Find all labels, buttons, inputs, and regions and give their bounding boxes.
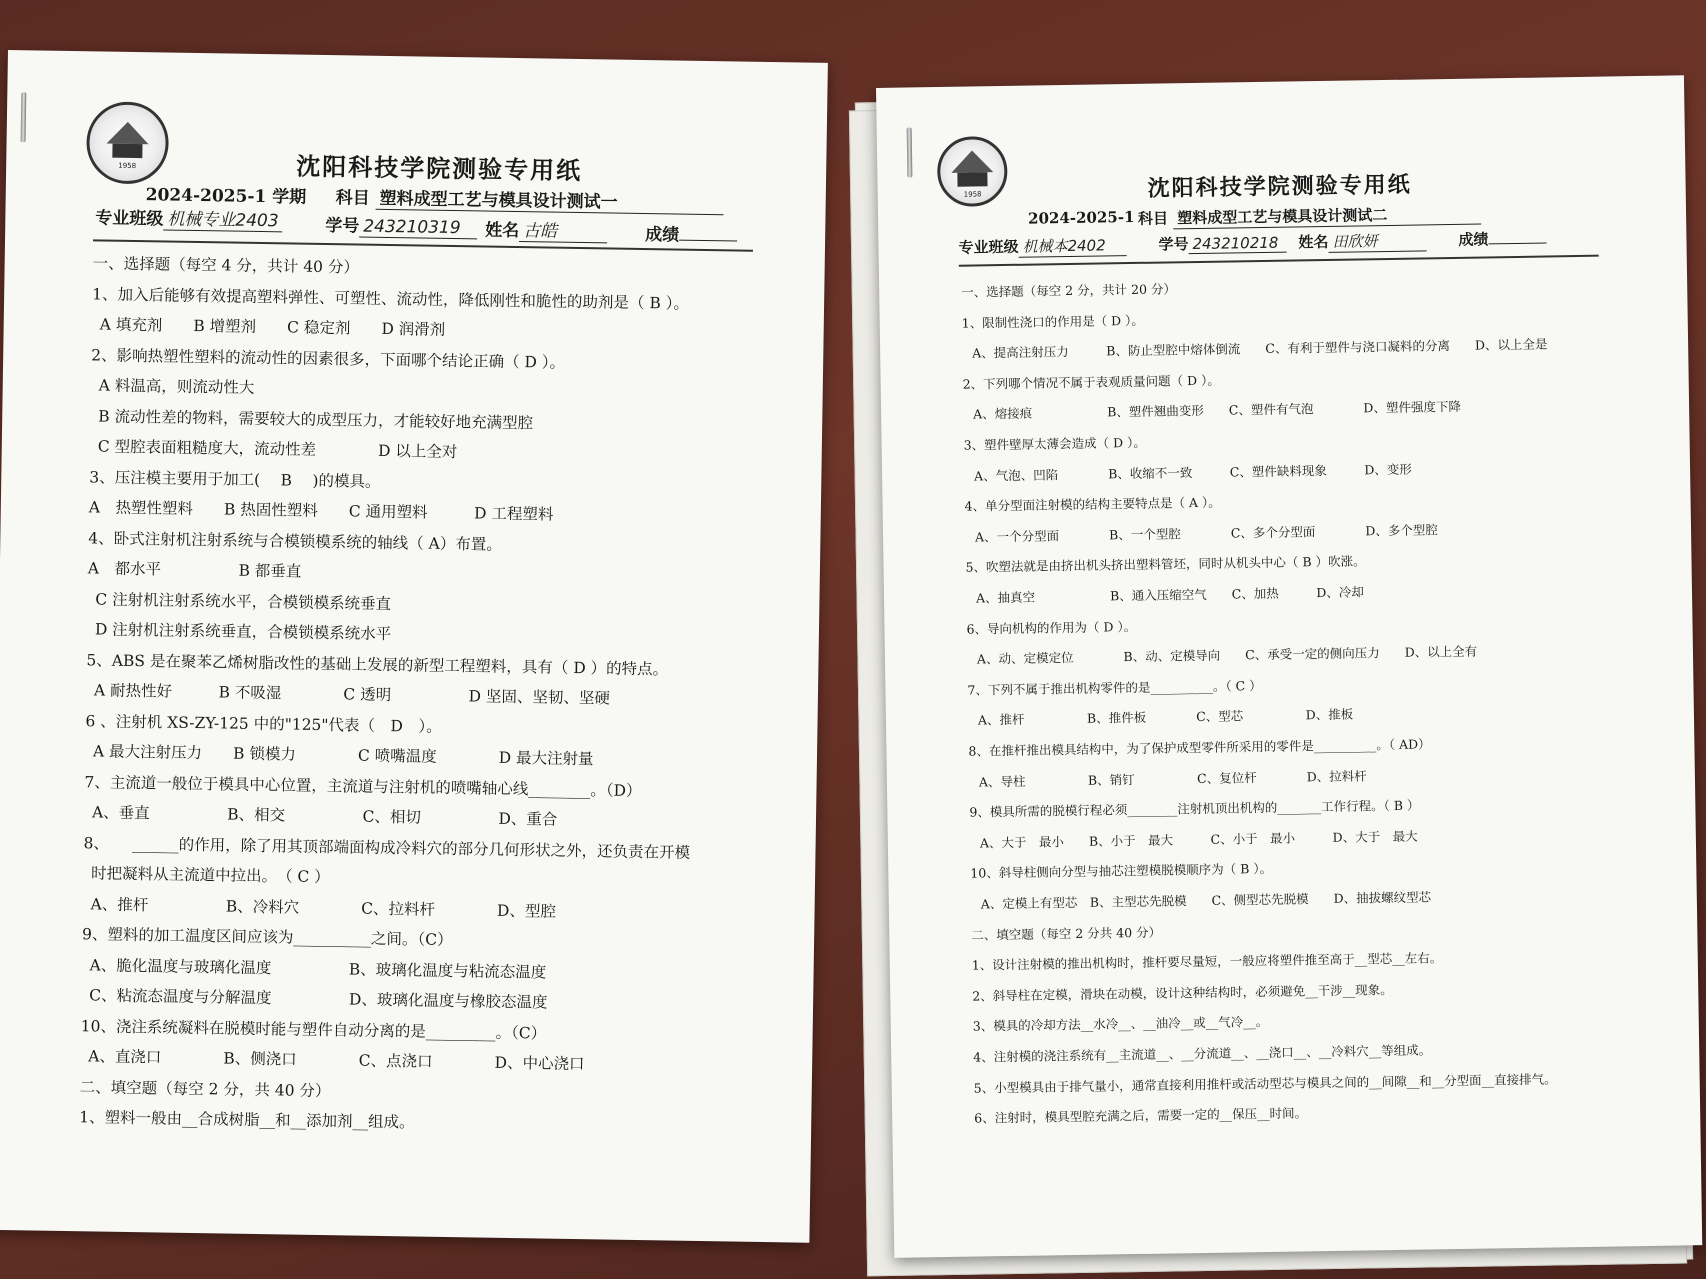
question-options: A 耐热性好 B 不吸湿 C 透明 D 坚固、坚韧、坚硬 (93, 681, 611, 708)
score-value (679, 240, 737, 242)
major-value: 机械本2402 (1018, 234, 1126, 258)
student-id-value: 243210218 (1188, 234, 1286, 255)
question-stem: 6、导向机构的作用为（ D ）。 (966, 618, 1137, 637)
name-value: 古皓 (519, 216, 607, 243)
question-options: A、推杆 B、推件板 C、型芯 D、推板 (977, 706, 1354, 728)
question-stem: 9、模具所需的脱模行程必须________注射机顶出机构的_______工作行程。（ B ） (969, 797, 1420, 820)
subject-value: 塑料成型工艺与模具设计测试二 (1173, 203, 1481, 230)
question-stem: 4、注射模的浇注系统有__主流道__、__分流道__、__浇口__、__冷料穴__等组成。 (973, 1042, 1432, 1065)
score-field: 成绩 (645, 220, 737, 246)
section-heading: 二、填空题（每空 2 分，共 40 分） (79, 1077, 331, 1100)
term: 2024-2025-1 学期 (145, 185, 307, 208)
question-options: A 热塑性塑料 B 热固性塑料 C 通用塑料 D 工程塑料 (88, 498, 554, 524)
question-options: A、动、定模定位 B、动、定模导向 C、承受一定的侧向压力 D、以上全有 (976, 643, 1478, 667)
svg-text:1958: 1958 (118, 161, 137, 171)
question-options: C、粘流态温度与分解温度 D、玻璃化温度与橡胶态温度 (89, 986, 548, 1012)
question-options: A、熔接痕 B、塑件翘曲变形 C、塑件有气泡 D、塑件强度下降 (973, 399, 1462, 422)
question-stem: 5、ABS 是在聚苯乙烯树脂改性的基础上发展的新型工程塑料，具有（ D ）的特点。 (86, 650, 669, 678)
question-options: A、推杆 B、冷料穴 C、拉料杆 D、型腔 (90, 894, 557, 921)
name-field: 姓名 古皓 (485, 216, 607, 244)
exam-sheet-left (0, 50, 828, 1243)
name-field: 姓名 田欣妍 (1298, 229, 1426, 253)
question-options: B 流动性差的物料，需要较大的成型压力，才能较好地充满型腔 (98, 406, 534, 432)
question-stem: 3、塑件壁厚太薄会造成（ D ）。 (963, 434, 1146, 453)
question-stem: 1、加入后能够有效提高塑料弹性、可塑性、流动性，降低刚性和脆性的助剂是（ B ）。 (92, 284, 690, 313)
question-options: D 注射机注射系统垂直，合模锁模系统水平 (94, 620, 392, 644)
question-options: A、直浇口 B、侧浇口 C、点浇口 D、中心浇口 (88, 1047, 585, 1074)
subject-field: 科目 塑料成型工艺与模具设计测试一 (336, 183, 724, 215)
question-stem: 10、浇注系统凝料在脱模时能与塑件自动分离的是_________。（C） (80, 1016, 547, 1043)
question-stem: 4、卧式注射机注射系统与合模锁模系统的轴线（ A）布置。 (88, 528, 502, 554)
section-heading: 一、选择题（每空 2 分，共计 20 分） (961, 281, 1177, 300)
question-stem: 8、在推杆推出模具结构中，为了保护成型零件所采用的零件是__________。（ AD） (968, 736, 1431, 759)
question-stem: 7、下列不属于推出机构零件的是__________。（ C ） (967, 677, 1262, 698)
question-options: A、垂直 B、相交 C、相切 D、重合 (91, 803, 558, 829)
exam-sheet-right (876, 75, 1702, 1258)
section-heading: 一、选择题（每空 4 分，共计 40 分） (92, 254, 360, 277)
school-logo-seal (937, 136, 1008, 207)
question-stem: 9、塑料的加工温度区间应该为__________之间。（C） (81, 925, 453, 950)
subject-field: 科目 塑料成型工艺与模具设计测试二 (1138, 203, 1482, 230)
major-value: 机械专业2403 (163, 204, 283, 232)
question-stem: 3、模具的冷却方法__水冷__、__油冷__或__气冷__。 (972, 1014, 1269, 1034)
question-options: A、抽真空 B、通入压缩空气 C、加热 D、冷却 (975, 584, 1364, 606)
question-options: A、大于 最小 B、小于 最大 C、小于 最小 D、大于 最大 (979, 828, 1418, 851)
question-stem: 8、 ______的作用，除了用其顶部端面构成冷料穴的部分几何形状之外，还负责在开模 (83, 833, 691, 862)
question-options: A、导柱 B、销钉 C、复位杆 D、拉料杆 (978, 767, 1367, 790)
question-options: A、一个分型面 B、一个型腔 C、多个分型面 D、多个型腔 (974, 522, 1438, 545)
svg-text:1958: 1958 (963, 190, 982, 199)
student-id-field: 学号 243210218 (1158, 232, 1286, 255)
term: 2024-2025-1 (1027, 207, 1135, 228)
question-stem: 3、压注模主要用于加工( B )的模具。 (89, 467, 381, 491)
major-field: 专业班级 机械专业2403 (95, 203, 283, 232)
question-options: C 型腔表面粗糙度大，流动性差 D 以上全对 (97, 437, 458, 462)
school-title: 沈阳科技学院测验专用纸 (295, 151, 583, 186)
school-title: 沈阳科技学院测验专用纸 (1147, 171, 1412, 202)
student-id-value: 243210319 (359, 217, 477, 240)
question-stem: 4、单分型面注射模的结构主要特点是（ A ）。 (964, 494, 1221, 514)
major-field: 专业班级 机械本2402 (958, 234, 1126, 259)
question-stem: 2、影响热塑性塑料的流动性的因素很多，下面哪个结论正确（ D ）。 (91, 345, 566, 372)
question-stem: 6 、注射机 XS-ZY-125 中的"125"代表（ D ）。 (85, 711, 442, 736)
question-stem: 1、设计注射模的推出机构时，推杆要尽量短，一般应将塑件推至高于__型芯__左右。 (971, 950, 1443, 973)
question-stem: 5、吹塑法就是由挤出机头挤出塑料管坯，同时从机头中心（ B ）吹涨。 (965, 553, 1366, 576)
question-stem: 1、塑料一般由__合成树脂__和__添加剂__组成。 (79, 1108, 415, 1132)
question-stem: 2、下列哪个情况不属于表观质量问题（ D ）。 (962, 372, 1220, 392)
section-heading: 二、填空题（每空 2 分共 40 分） (971, 924, 1162, 943)
question-stem: 10、斜导柱侧向分型与抽芯注塑模脱模顺序为（ B ）。 (970, 861, 1273, 882)
score-field: 成绩 (1458, 227, 1546, 249)
question-stem: 7、主流道一般位于模具中心位置，主流道与注射机的喷嘴轴心线________。（D） (84, 772, 642, 800)
question-options: A、提高注射压力 B、防止型腔中熔体倒流 C、有利于塑件与浇口凝料的分离 D、以上全是 (972, 336, 1548, 361)
question-stem: 5、小型模具由于排气量小，通常直接利用推杆或活动型芯与模具之间的__间隙__和__分型面__直接排气。 (973, 1071, 1557, 1096)
question-options: C 注射机注射系统水平，合模锁模系统垂直 (95, 589, 392, 613)
staple (21, 92, 27, 142)
student-id-field: 学号 243210319 (325, 211, 477, 239)
question-stem: 6、注射时，模具型腔充满之后，需要一定的__保压__时间。 (974, 1105, 1308, 1126)
staple (907, 127, 913, 177)
question-options: A、气泡、凹陷 B、收缩不一致 C、塑件缺料现象 D、变形 (973, 461, 1412, 484)
question-stem: 2、斜导柱在定模，滑块在动模，设计这种结构时，必须避免__干涉__现象。 (972, 981, 1393, 1004)
school-logo-seal (86, 101, 169, 184)
question-options: A 料温高，则流动性大 (98, 376, 255, 397)
question-options: A 填充剂 B 增塑剂 C 稳定剂 D 润滑剂 (99, 315, 446, 339)
name-value: 田欣妍 (1328, 229, 1426, 253)
question-stem: 1、限制性浇口的作用是（ D ）。 (961, 312, 1144, 331)
question-options: A、定模上有型芯 B、主型芯先脱模 C、侧型芯先脱模 D、抽拔螺纹型芯 (980, 889, 1432, 912)
score-value (1489, 242, 1547, 244)
question-options: A、脆化温度与玻璃化温度 B、玻璃化温度与粘流态温度 (89, 955, 547, 982)
subject-value: 塑料成型工艺与模具设计测试一 (375, 184, 723, 215)
question-options: A 都水平 B 都垂直 (87, 559, 302, 581)
question-options: A 最大注射压力 B 锁模力 C 喷嘴温度 D 最大注射量 (92, 742, 594, 769)
question-options: 时把凝料从主流道中拉出。 （ C ） (90, 864, 330, 887)
